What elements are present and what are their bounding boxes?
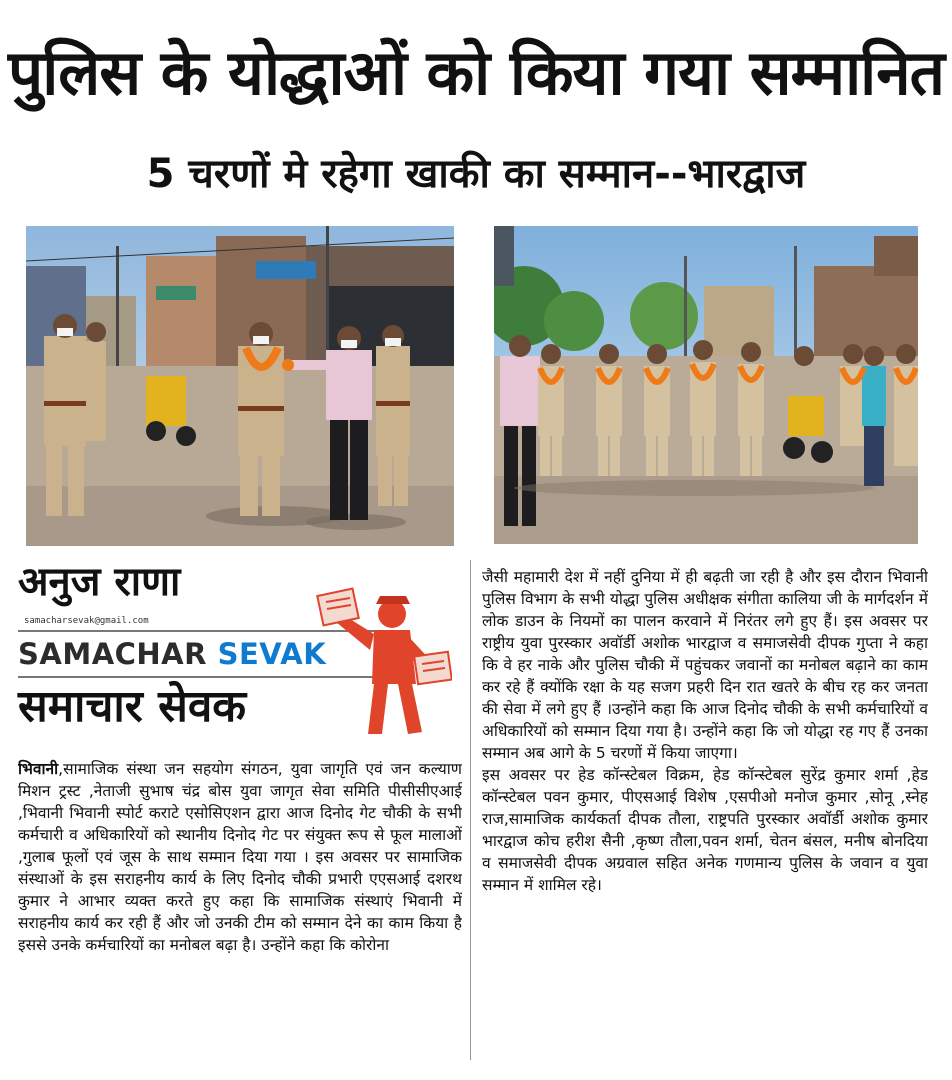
brand-name-hindi: समाचार सेवक — [18, 681, 247, 732]
article-column-right — [482, 566, 928, 1066]
brand-name-part1: SAMACHAR — [18, 637, 207, 671]
article-column-left — [18, 758, 462, 1058]
brand-name-english — [18, 636, 326, 672]
article-paragraph: ,सामाजिक संस्था जन सहयोग संगठन, युवा जागृति एवं जन कल्याण मिशन ट्रस्ट ,नेताजी सुभाष चंद्र बोस युवा जागृत सेवा समिति पीसीसीएआई ,भिवानी भिवानी स्पोर्ट कराटे एसोसिएशन द्वारा आज दिनोद गेट चौकी के सभी कर्मचारी व अधिकारियों को स्थानीय दिनोद गेट पर संयुक्त रूप से फूल मालाओं ,गुलाब फूलों एवं जूस के साथ सम्मान दिया गया । इस अवसर पर सामाजिक संस्थाओं के इस सराहनीय कार्य के लिए दिनोद चौकी प्रभारी एएसआई दशरथ कुमार ने आभार व्यक्त करते हुए कहा कि सामाजिक संस्थाएं भिवानी में सराहनीय कार्य कर रही हैं और जो उनकी टीम को सम्मान देने का काम किया है इससे उनके कर्मचारियों का मनोबल बढ़ा है। उन्होंने कहा कि कोरोना — [18, 760, 462, 954]
article-paragraph: जैसी महामारी देश में नहीं दुनिया में ही बढ़ती जा रही है और इस दौरान भिवानी पुलिस विभाग के सभी योद्धा पुलिस अधीक्षक संगीता कालिया जी के मार्गदर्शन में लोक डाउन के नियमों का पालन करवाने में निरंतर लगे हुए हैं। इस अवसर पर राष्ट्रीय युवा पुरस्कार अवॉर्डी अशोक भारद्वाज व समाजसेवी दीपक गुप्ता ने कहा कि वे हर नाके और पुलिस चौकी में पहुंचकर जवानों का मनोबल बढ़ाने का काम कर रहे हैं क्योंकि रक्षा के यह सजग प्रहरी दिन रात खतरे के बीच रह कर जनता की सेवा में लगे हुए हैं ।उन्होंने कहा कि आज दिनोद चौकी के सभी कर्मचारियों व अधिकारियों को सम्मान दिया गया है। उन्होंने कहा कि जो योद्धा रह गए हैं उनका सम्मान अब आगे के 5 चरणों में किया जाएगा। — [482, 568, 928, 762]
headline: पुलिस के योद्धाओं को किया गया सम्मानित — [7, 36, 944, 109]
dateline: भिवानी — [18, 760, 59, 778]
article-paragraph: इस अवसर पर हेड कॉन्स्टेबल विक्रम, हेड कॉन्स्टेबल सुरेंद्र कुमार शर्मा ,हेड कॉन्स्टेबल पवन कुमार, पीएसआई विशेष ,एसपीओ मनोज कुमार ,सोनू ,स्नेह राज,सामाजिक कार्यकर्ता दीपक तौला, राष्ट्रपति पुरस्कार अवॉर्डी अशोक कुमार भारद्वाज कोच हरीश सैनी ,कृष्ण तौला,पवन शर्मा, चेतन बंसल, मनीष बोनदिया व समाजसेवी दीपक अग्रवाल सहित अनेक गणमान्य पुलिस के जवान व युवा सम्मान में शामिल रहे। — [482, 766, 928, 894]
newspaper-boy-icon — [312, 584, 452, 740]
brand-email: samacharsevak@gmail.com — [24, 616, 149, 626]
byline: अनुज राणा — [18, 559, 181, 605]
column-divider — [470, 560, 471, 1060]
brand-name-part2: SEVAK — [217, 637, 327, 671]
subheadline: 5 चरणों मे रहेगा खाकी का सम्मान--भारद्वाज — [146, 151, 806, 197]
photo-police-honour-left — [26, 226, 454, 546]
photo-police-honour-right — [494, 226, 918, 544]
